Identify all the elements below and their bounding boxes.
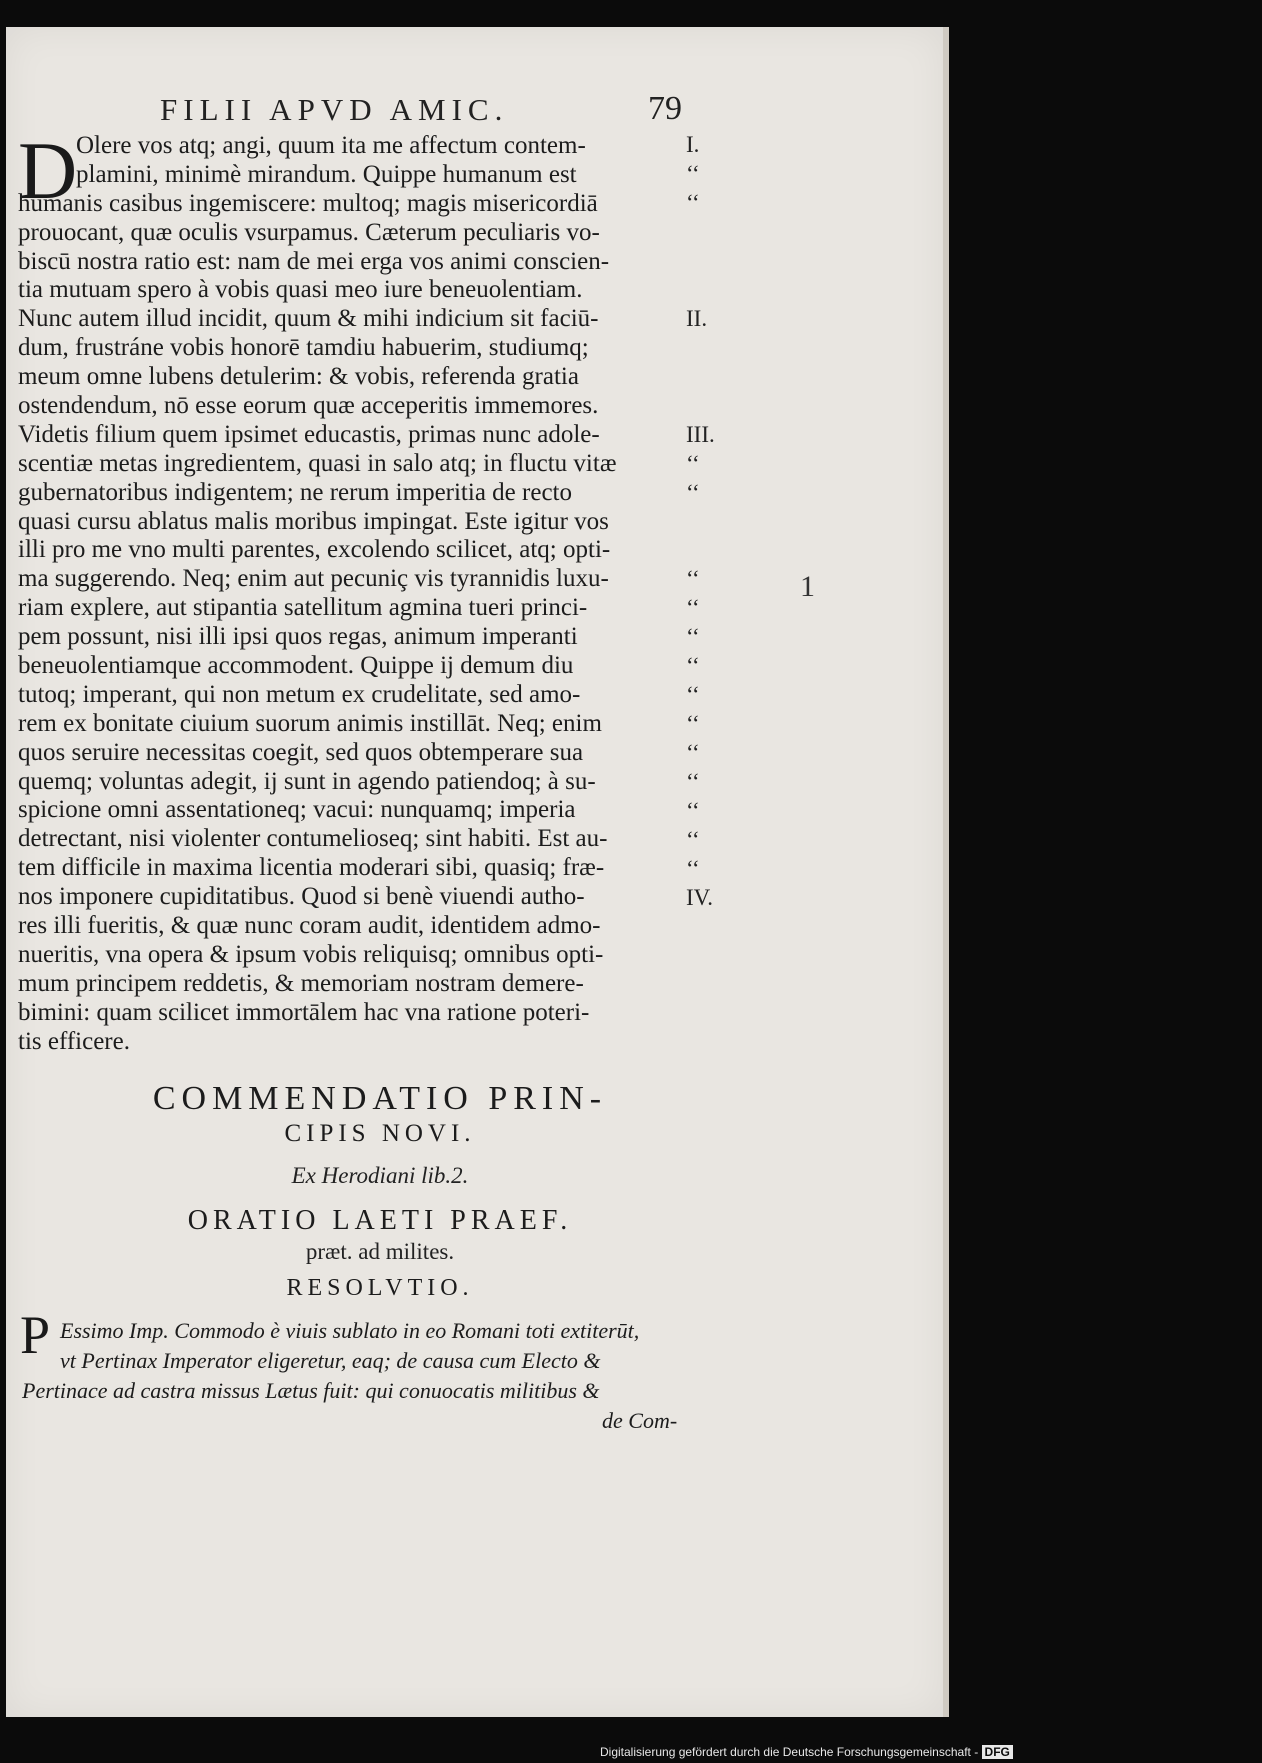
text-line: pem possunt, nisi illi ipsi quos regas, animum imperanti [18, 623, 578, 651]
text-line: ostendendum, nō esse eorum quæ acceperitis immemores. [18, 392, 599, 420]
main-text [18, 125, 678, 1057]
quote-mark: ‘‘ [686, 769, 700, 794]
text-line: riam explere, aut stipantia satellitum agmina tueri princi- [18, 594, 588, 622]
quote-mark: ‘‘ [686, 827, 700, 852]
text-line: spicione omni assentationeq; vacui: nunquamq; imperia [18, 796, 576, 824]
dfg-logo: DFG [982, 1745, 1013, 1759]
quote-mark: ‘‘ [686, 624, 700, 649]
quote-mark: ‘‘ [686, 566, 700, 591]
margin-note: I. [686, 132, 700, 157]
quote-mark: ‘‘ [686, 682, 700, 707]
text-line: detrectant, nisi violenter contumelioseq; sint habiti. Est au- [18, 825, 608, 853]
text-line: mum principem reddetis, & memoriam nostram demere- [18, 969, 584, 997]
text-line: res illi fueritis, & quæ nunc coram audit, identidem admo- [18, 912, 601, 940]
quote-mark: ‘‘ [686, 856, 700, 881]
text-line: Videtis filium quem ipsimet educastis, primas nunc adole- [18, 420, 600, 448]
text-line: prouocant, quæ oculis vsurpamus. Cæterum peculiaris vo- [18, 218, 600, 246]
margin-note: II. [686, 306, 708, 331]
text-line: Olere vos atq; angi, quum ita me affectum contem- [76, 132, 586, 159]
section-title-line-1: COMMENDATIO PRIN- [152, 1080, 608, 1117]
text-line: scentiæ metas ingredientem, quasi in salo atq; in fluctu vitæ [18, 449, 617, 477]
text-line: biscū nostra ratio est: nam de mei erga vos animi conscien- [18, 247, 610, 275]
quote-mark: ‘‘ [686, 798, 700, 823]
text-line: quasi cursu ablatus malis moribus impingat. Este igitur vos [18, 507, 609, 535]
quote-mark: ‘‘ [686, 161, 700, 186]
quote-mark: ‘‘ [686, 653, 700, 678]
page-edge [943, 27, 949, 1717]
digitization-footer [600, 1745, 1013, 1759]
drop-cap: D [18, 125, 78, 216]
text-line: dum, frustráne vobis honorē tamdiu habuerim, studiumq; [18, 334, 589, 362]
quote-mark: ‘‘ [686, 595, 700, 620]
resolutio-heading: RESOLVTIO. [286, 1275, 474, 1301]
text-line: humanis casibus ingemiscere: multoq; magis misericordiā [18, 189, 598, 217]
text-line: meum omne lubens detulerim: & vobis, referenda gratia [18, 363, 579, 391]
text-line: rem ex bonitate ciuium suorum animis instillāt. Neq; enim [18, 709, 602, 737]
resolutio-line: vt Pertinax Imperator eligeretur, eaq; de causa cum Electo & [60, 1348, 601, 1373]
text-line: tutoq; imperant, qui non metum ex crudelitate, sed amo- [18, 680, 581, 708]
text-line: plamini, minimè mirandum. Quippe humanum est [76, 160, 577, 188]
resolutio-line: Essimo Imp. Commodo è viuis sublato in eo Romani toti extiterūt, [60, 1318, 640, 1343]
quote-mark: ‘‘ [686, 451, 700, 476]
section-title-line-2: CIPIS NOVI. [284, 1120, 476, 1147]
margin-note: III. [686, 422, 715, 447]
text-line: tis efficere. [18, 1027, 130, 1055]
text-line: beneuolentiamque accommodent. Quippe ij demum diu [18, 652, 574, 680]
running-head: FILII APVD AMIC. [160, 92, 509, 127]
oration-subtitle: præt. ad milites. [305, 1239, 455, 1264]
margin-note: IV. [686, 885, 714, 910]
text-line: tia mutuam spero à vobis quasi meo iure beneuolentiam. [18, 276, 583, 304]
text-line: illi pro me vno multi parentes, excolendo scilicet, atq; opti- [18, 536, 611, 564]
quote-mark: ‘‘ [686, 190, 700, 215]
text-line: quos seruire necessitas coegit, sed quos obtemperare sua [18, 738, 584, 766]
text-line: ma suggerendo. Neq; enim aut pecuniç vis tyrannidis luxu- [18, 565, 609, 593]
quote-mark: ‘‘ [686, 480, 700, 505]
footer-text: Digitalisierung gefördert durch die Deutsche Forschungsgemeinschaft - [600, 1745, 979, 1759]
text-line: nueritis, vna opera & ipsum vobis reliquisq; omnibus opti- [18, 940, 604, 968]
quote-mark: ‘‘ [686, 711, 700, 736]
text-line: gubernatoribus indigentem; ne rerum imperitia de recto [18, 478, 572, 506]
drop-cap: P [20, 1305, 51, 1365]
quote-mark: ‘‘ [686, 740, 700, 765]
stray-mark: 1 [800, 570, 815, 603]
source-reference: Ex Herodiani lib.2. [291, 1163, 469, 1188]
text-line: quemq; voluntas adegit, ij sunt in agendo patiendoq; à su- [18, 767, 596, 795]
text-line: Nunc autem illud incidit, quum & mihi indicium sit faciū- [18, 305, 599, 333]
page-number: 79 [648, 90, 682, 127]
oration-title: ORATIO LAETI PRAEF. [187, 1205, 573, 1236]
resolutio-line: Pertinace ad castra missus Lætus fuit: qui conuocatis militibus & [22, 1378, 600, 1403]
catchword: de Com- [602, 1408, 678, 1433]
text-line: nos imponere cupiditatibus. Quod si benè viuendi autho- [18, 883, 585, 911]
text-line: tem difficile in maxima licentia moderari sibi, quasiq; fræ- [18, 854, 605, 882]
text-line: bimini: quam scilicet immortālem hac vna ratione poteri- [18, 998, 590, 1026]
